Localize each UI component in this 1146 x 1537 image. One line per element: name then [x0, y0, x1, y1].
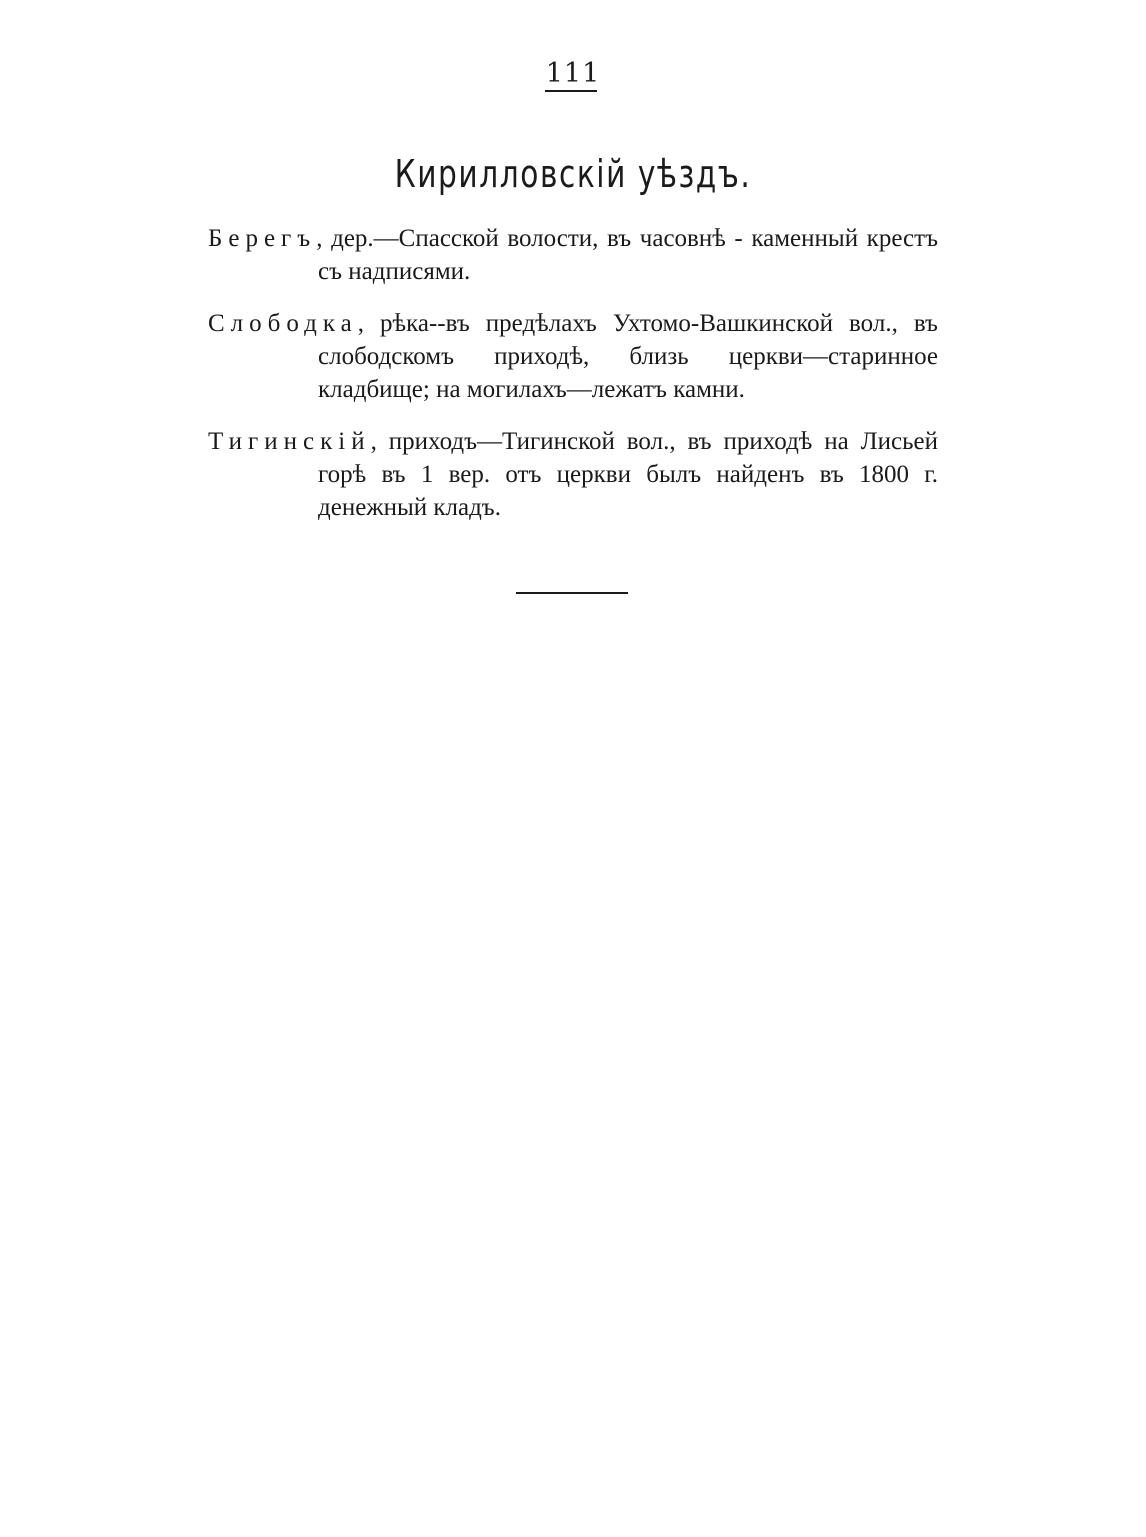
entry	[208, 307, 938, 406]
closing-rule	[516, 592, 628, 594]
entry-head: Тигинскій	[208, 428, 371, 455]
entry	[208, 425, 938, 524]
entry-text: , рѣка--въ предѣлахъ Ухтомо-Вашкинской вол., въ слободскомъ приходѣ, близь церкви—старинное кладбище; на могилахъ—лежатъ камни.	[318, 310, 938, 403]
entry-text: , приходъ—Тигинской вол., въ приходѣ на Лисьей горѣ въ 1 вер. отъ церкви былъ найденъ въ 1800 г. денежный кладъ.	[318, 428, 938, 521]
page-number: 111	[545, 58, 601, 89]
section-title: Кирилловскій уѣздъ.	[394, 152, 752, 196]
page-number-underline	[545, 90, 597, 92]
entry	[208, 222, 938, 288]
entries-list	[208, 222, 938, 543]
entry-head: Берегъ	[208, 225, 317, 252]
entry-text: , дер.—Спасской волости, въ часовнѣ - каменный крестъ съ надписями.	[316, 225, 938, 285]
entry-head: Слободка	[208, 310, 358, 337]
